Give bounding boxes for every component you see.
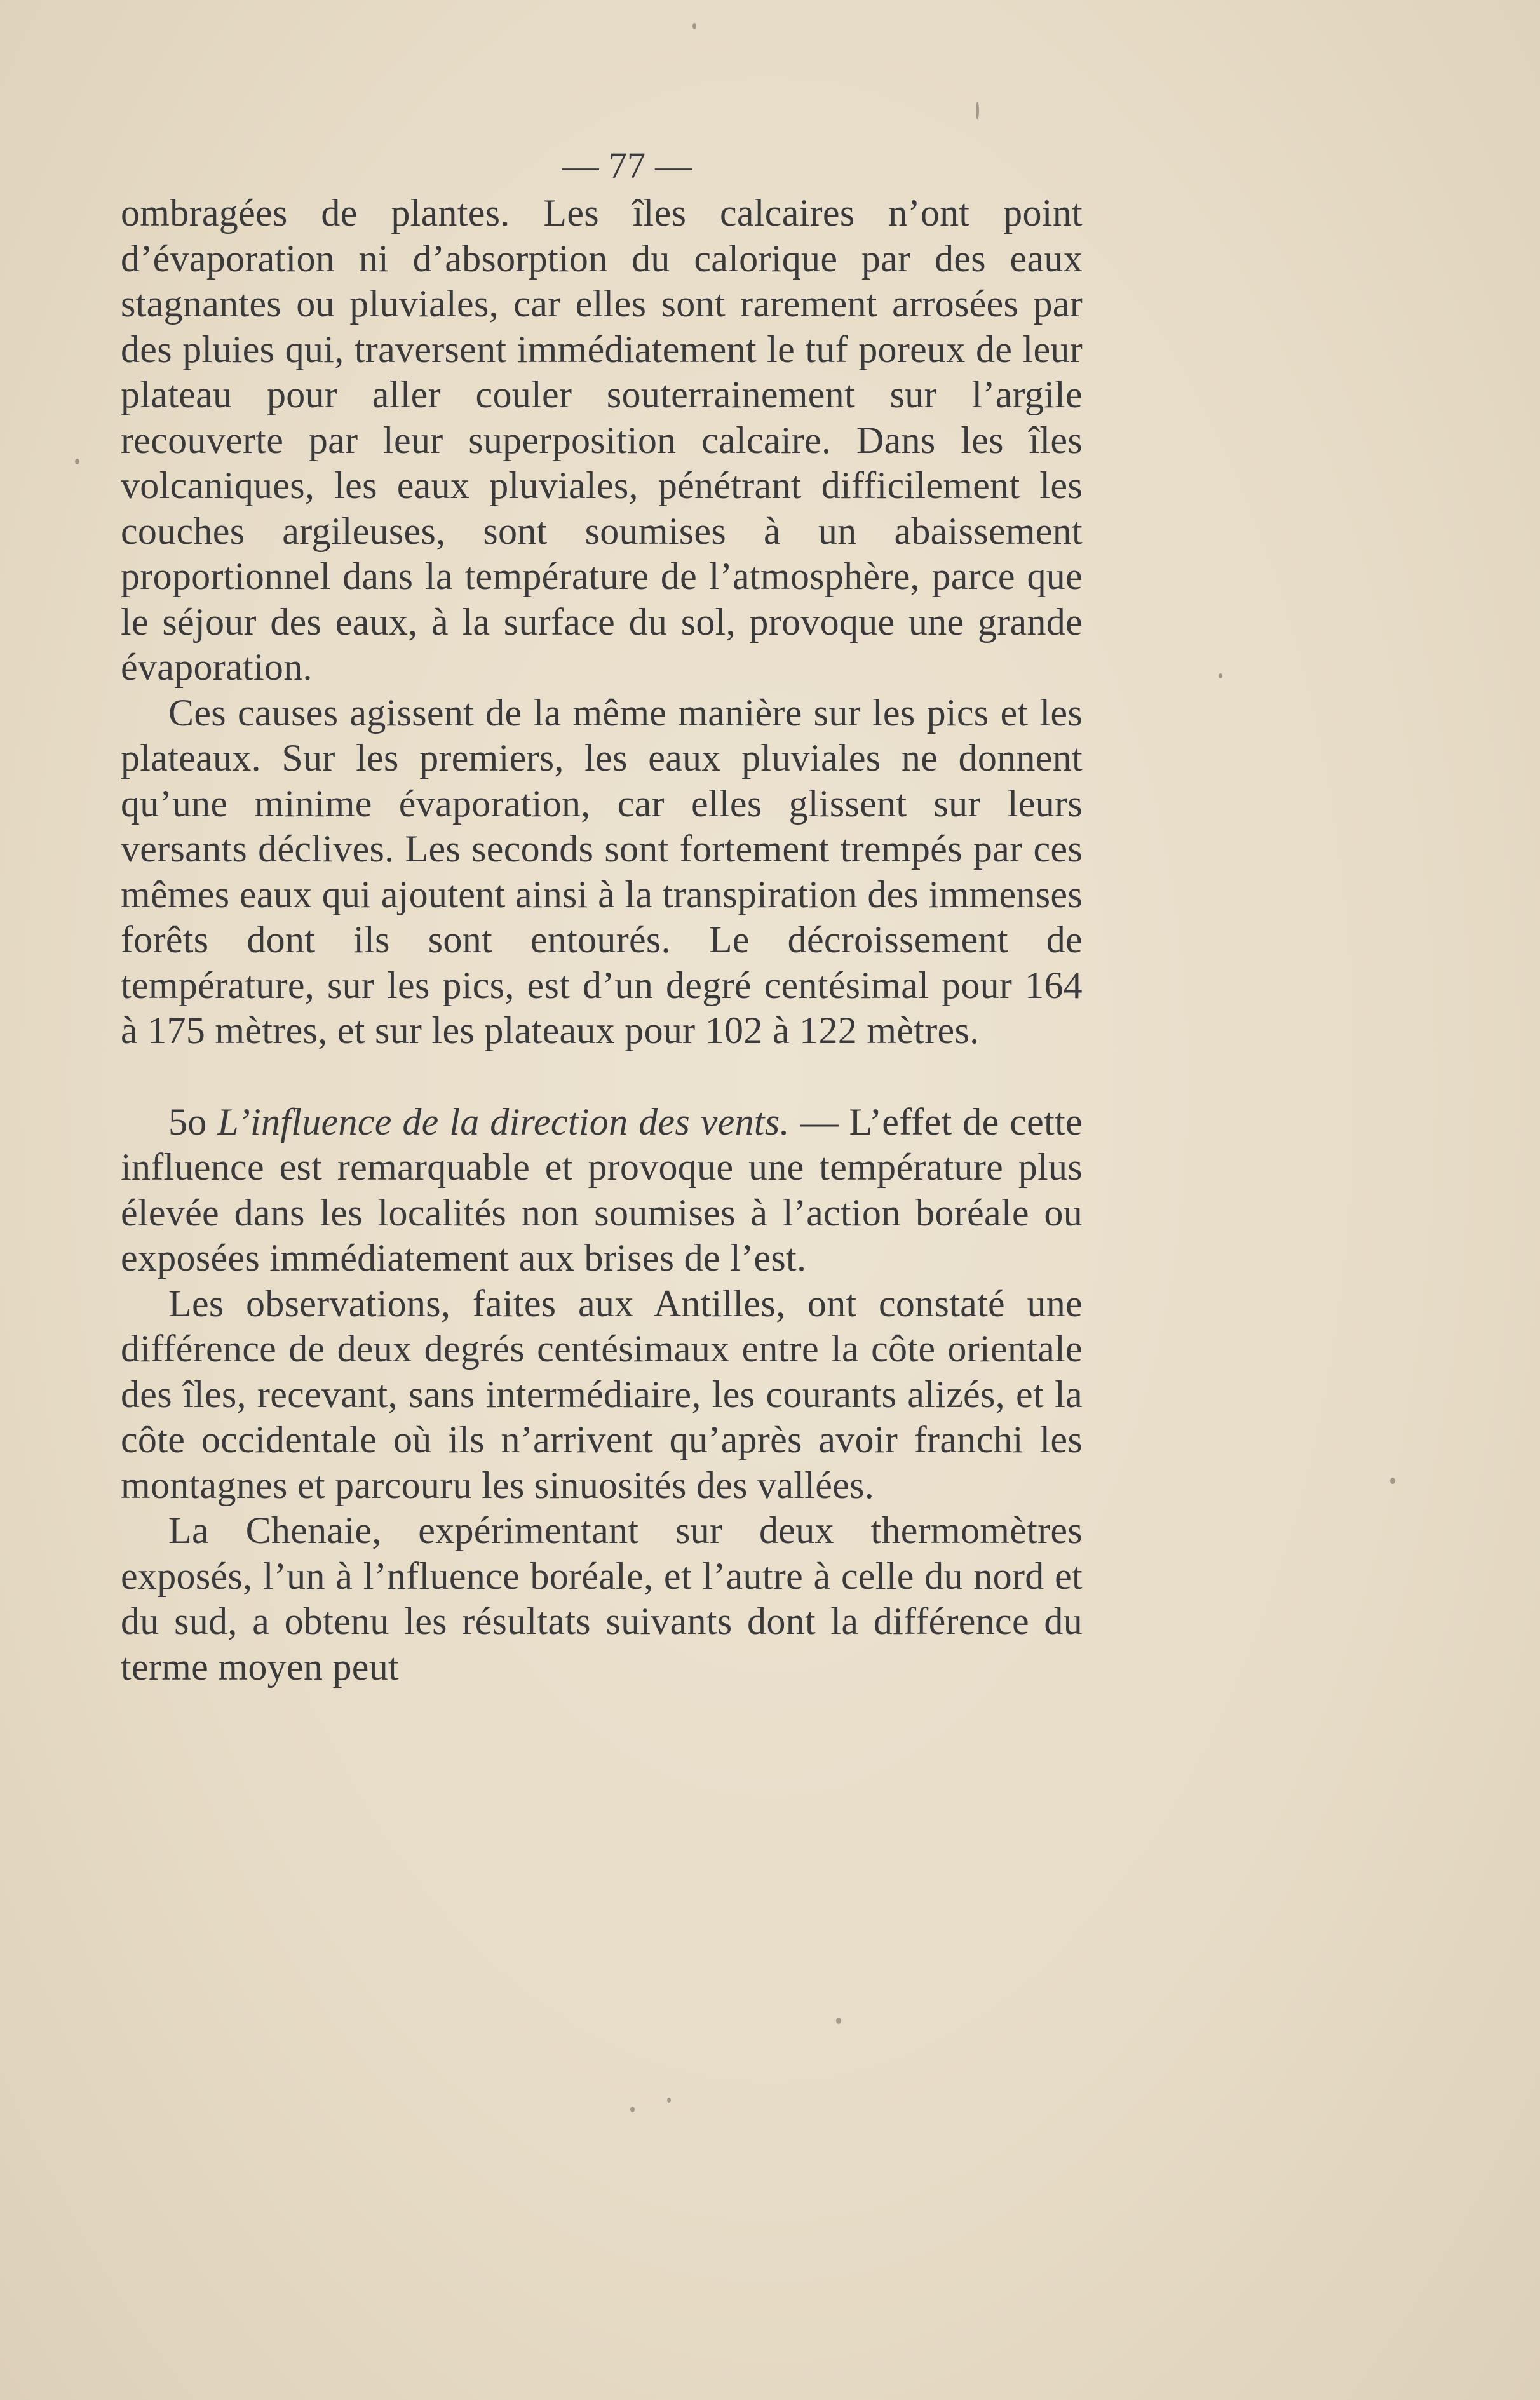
page-text-block [121, 141, 1083, 1690]
paragraph-1 [121, 191, 1083, 691]
page-number: — 77 — [562, 145, 692, 186]
paper-speck [667, 2098, 671, 2103]
paper-speck [630, 2107, 635, 2112]
paragraph-5 [121, 1508, 1083, 1690]
paper-speck [836, 2018, 841, 2024]
paragraph-4 [121, 1281, 1083, 1509]
paragraph-5-text: La Chenaie, expérimentant sur deux thermomètres exposés, l’un à l’nfluence boréale, et l’autre à celle du nord et du sud, a obtenu les résultats suivants dont la différence du terme moyen peut [121, 1509, 1083, 1688]
paper-speck [1219, 673, 1222, 678]
paragraph-3 [121, 1100, 1083, 1281]
paper-speck [692, 23, 696, 29]
paper-speck [75, 459, 79, 464]
section-heading: L’influence de la direction des vents. [217, 1100, 790, 1143]
paragraph-2-text: Ces causes agissent de la même manière sur les pics et les plateaux. Sur les premiers, les eaux pluviales ne donnent qu’une minime évaporation, car elles glissent sur leurs versants déclives. Les seconds sont fortement trempés par ces mêmes eaux qui ajoutent ainsi à la transpiration des immenses forêts dont ils sont entourés. Le décroissement de température, sur les pics, est d’un degré centésimal pour 164 à 175 mètres, et sur les plateaux pour 102 à 122 mètres. [121, 691, 1083, 1051]
section-number: 5o [168, 1100, 207, 1143]
paragraph-3-text: — L’effet de cette influence est remarquable et provoque une température plus élevée dans les localités non soumises à l’action boréale ou exposées immédiatement aux brises de l’est. [121, 1100, 1083, 1279]
paragraph-2 [121, 691, 1083, 1054]
paragraph-1-text: ombragées de plantes. Les îles calcaires n’ont point d’évaporation ni d’absorption du calorique par des eaux stagnantes ou pluviales, car elles sont rarement arrosées par des pluies qui, traversent immédiatement le tuf poreux de leur plateau pour aller couler souterrainement sur l’argile recouverte par leur superposition calcaire. Dans les îles volcaniques, les eaux pluviales, pénétrant difficilement les couches argileuses, sont soumises à un abaissement proportionnel dans la température de l’atmosphère, parce que le séjour des eaux, à la surface du sol, provoque une grande évaporation. [121, 192, 1083, 688]
paragraph-4-text: Les observations, faites aux Antilles, ont constaté une différence de deux degrés centésimaux entre la côte orientale des îles, recevant, sans intermédiaire, les courants alizés, et la côte occidentale où ils n’arrivent qu’après avoir franchi les montagnes et parcouru les sinuosités des vallées. [121, 1282, 1083, 1506]
paragraph-spacer [121, 1054, 1083, 1100]
paper-speck [976, 102, 979, 119]
paper-speck [1390, 1478, 1395, 1484]
